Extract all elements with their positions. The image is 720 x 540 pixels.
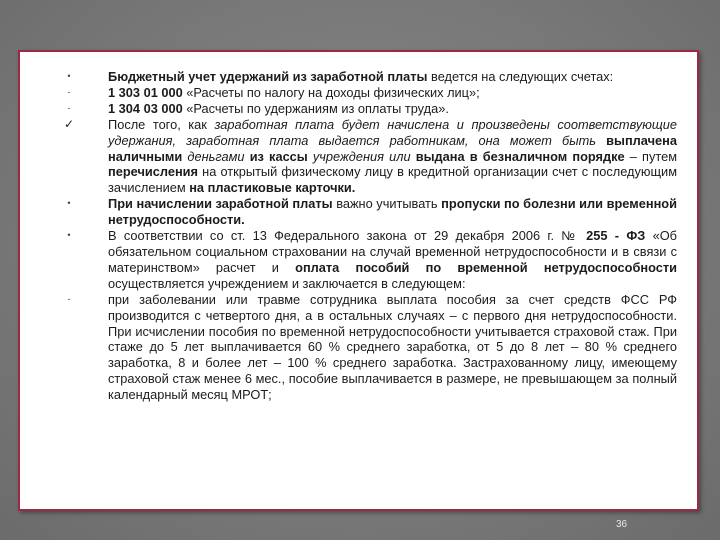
bullet-marker: • xyxy=(67,230,71,241)
list-item-account-1303 xyxy=(20,85,697,101)
text-body xyxy=(20,69,697,403)
text-run: оплата пособий по временной нетрудоспособности xyxy=(295,259,677,275)
checkmark-icon: ✓ xyxy=(63,116,75,131)
list-item-salary-payment xyxy=(20,117,697,197)
text-run: При начислении заработной платы xyxy=(108,196,333,212)
list-item-budget-accounting xyxy=(20,69,697,85)
text-run: 1 303 01 000 xyxy=(108,84,183,100)
list-item-text: Бюджетный учет удержаний из заработной платы ведется на следующих счетах: xyxy=(108,69,614,84)
list-item-text: При начислении заработной платы важно учитывать пропуски по болезни или временной нетрудоспособности. xyxy=(108,196,677,228)
text-run: из кассы xyxy=(249,148,308,164)
dash-marker: - xyxy=(67,293,71,304)
list-item-federal-law xyxy=(20,228,697,292)
text-run: учреждения или xyxy=(312,148,411,164)
text-run: на пластиковые карточки. xyxy=(189,180,356,196)
list-item-account-1304 xyxy=(20,101,697,117)
list-item-text: После того, как заработная плата будет начислена и произведены соответствующие удержания, заработная плата выдается работникам, она может быть выплачена наличными деньгами из кассы учреждения или выдана в безналичном порядке – путем перечисления на открытый физическому лицу в кредитной организации счет с последующим зачислением на пластиковые карточки. xyxy=(108,116,678,196)
text-run: заработная плата будет начислена и произведены соответствующие удержания, заработная плата выдается работникам, она может быть xyxy=(108,116,677,148)
bullet-marker: • xyxy=(67,71,71,81)
dash-marker: - xyxy=(67,102,71,113)
text-run: 255 - ФЗ xyxy=(586,228,646,244)
list-item-benefit-calculation xyxy=(20,292,697,403)
text-run: деньгами xyxy=(187,148,245,164)
bullet-marker: • xyxy=(67,198,71,209)
text-run: выплачена наличными xyxy=(108,132,678,164)
list-item-text: 1 304 03 000 «Расчеты по удержаниям из оплаты труда». xyxy=(108,100,449,116)
list-item-text: при заболевании или травме сотрудника выплата пособия за счет средств ФСС РФ производится с четвертого дня, а в остальных случаях – с первого дня нетрудоспособности. При исчислении пособия по временной нетрудоспособности учитывается страховой стаж. При стаже до 5 лет выплачивается 60 % среднего заработка, от 5 до 8 лет – 80 % среднего заработка, 8 и более лет – 100 % среднего заработка. Застрахованному лицу, имеющему страховой стаж менее 6 мес., пособие выплачивается в размере, не превышающем за полный календарный месяц МРОТ; xyxy=(108,291,677,403)
page-number: 36 xyxy=(616,519,628,530)
slide-content-frame xyxy=(18,50,699,511)
text-run: Бюджетный учет удержаний из заработной платы xyxy=(108,69,428,84)
list-item-text: В соответствии со ст. 13 Федерального закона от 29 декабря 2006 г. № 255 - ФЗ «Об обязательном социальном страховании на случай временной нетрудоспособности и в связи с материнством» расчет и оплата пособий по временной нетрудоспособности осуществляется учреждением и заключается в следующем: xyxy=(108,228,677,291)
text-run: 1 304 03 000 xyxy=(108,100,183,116)
text-run: перечисления xyxy=(108,164,199,180)
text-run: выдана в безналичном порядке xyxy=(415,148,625,164)
list-item-text: 1 303 01 000 «Расчеты по налогу на доходы физических лиц»; xyxy=(108,84,480,100)
text-run: пропуски по болезни или временной нетрудоспособности. xyxy=(108,196,677,228)
dash-marker: - xyxy=(67,86,71,97)
list-item-sick-leave-note xyxy=(20,196,697,228)
